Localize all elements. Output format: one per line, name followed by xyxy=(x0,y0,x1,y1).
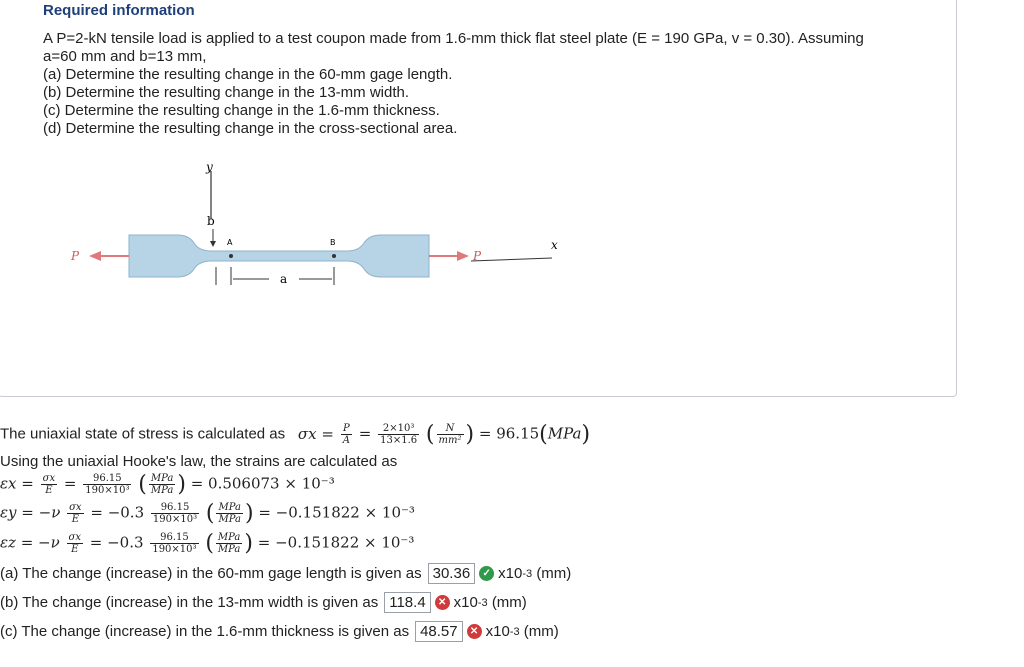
gage-label-a: A xyxy=(227,238,233,247)
problem-statement xyxy=(43,30,923,138)
answer-c-unit-prefix: x10 xyxy=(485,623,510,640)
strain-x-equation: εx = $\frac{\sigma x}{E}$ = $\frac{96.15}{\text{190×10³}}$ ( $\frac{\text{MPa}}{\text{MPa}}$ ) = 0.506073 × 10⁻³ xyxy=(0,472,335,497)
answer-row-c: (c) The change (increase) in the 1.6-mm thickness is given as 48.57 ✕ x10 -3 (mm) xyxy=(0,623,559,640)
problem-line-1: A P=2-kN tensile load is applied to a test coupon made from 1.6-mm thick flat steel plate (E = 190 GPa, v = 0.30). Assuming xyxy=(43,30,864,47)
ex-result: = 0.506073 × 10⁻³ xyxy=(190,474,335,493)
ey-result: = −0.151822 × 10⁻³ xyxy=(258,503,415,522)
ez-result: = −0.151822 × 10⁻³ xyxy=(257,533,415,552)
stress-lhs: σx = xyxy=(297,424,334,443)
answer-row-b: (b) The change (increase) in the 13-mm width is given as 118.4 ✕ x10 -3 (mm) xyxy=(0,594,527,611)
gage-label-b: B xyxy=(330,238,336,247)
b-dimension-label: b xyxy=(207,214,215,228)
left-load-label: P xyxy=(71,249,80,263)
x-axis-label: x xyxy=(551,238,558,252)
problem-part-a: (a) Determine the resulting change in the 60-mm gage length. xyxy=(43,66,453,83)
answer-row-a: (a) The change (increase) in the 60-mm gage length is given as 30.36 ✓ x10 -3 (mm) xyxy=(0,565,572,582)
problem-part-d: (d) Determine the resulting change in the cross-sectional area. xyxy=(43,120,458,137)
stress-result-unit: MPa xyxy=(547,424,582,443)
stress-result: = 96.15 xyxy=(478,424,540,443)
ex-lhs: εx = xyxy=(0,474,34,493)
ez-lhs: εz = −ν xyxy=(0,533,60,552)
answer-c-label: (c) The change (increase) in the 1.6-mm thickness is given as xyxy=(0,623,410,640)
problem-part-b: (b) Determine the resulting change in the 13-mm width. xyxy=(43,84,410,101)
ey-lhs: εy = −ν xyxy=(0,503,61,522)
answer-c-input[interactable]: 48.57 xyxy=(415,621,463,642)
answer-a-unit-prefix: x10 xyxy=(498,565,523,582)
x-circle-icon: ✕ xyxy=(435,595,450,610)
problem-line-2: a=60 mm and b=13 mm, xyxy=(43,48,207,65)
answer-a-label: (a) The change (increase) in the 60-mm gage length is given as xyxy=(0,565,422,582)
right-load-arrowhead xyxy=(457,251,469,261)
stress-intro-text: The uniaxial state of stress is calculated as xyxy=(0,425,286,443)
stress-frac-pa: $\frac{P}{A}$ xyxy=(342,423,350,446)
strain-z-equation: εz = −ν $\frac{\sigma x}{E}$ = −0.3 $\frac{96.15}{\text{190×10³}}$ ( $\frac{\text{MPa}}{\text{MPa}}$ ) = −0.151822 × 10⁻³ xyxy=(0,531,415,556)
a-dimension-label: a xyxy=(280,272,288,286)
gage-mark-a xyxy=(229,254,233,258)
stress-frac-values: $\frac{\text{2×10³}}{13\times 1.6}$ xyxy=(380,423,418,446)
specimen-body xyxy=(129,235,429,277)
required-info-title: Required information xyxy=(43,2,195,19)
x-circle-icon: ✕ xyxy=(467,624,482,639)
right-load-label: P xyxy=(473,249,482,263)
stress-unit: $\frac{N}{\text{mm²}}$ xyxy=(438,423,462,446)
problem-part-c: (c) Determine the resulting change in the 1.6-mm thickness. xyxy=(43,102,440,119)
b-arrowhead xyxy=(210,241,216,247)
test-coupon-figure xyxy=(59,157,579,307)
stress-equation: The uniaxial state of stress is calculated as σx = $\frac{P}{A}$ = $\frac{\text{2×10³}}{13\times 1.6}$ ( $\frac{N}{\text{mm²}}$ ) = 96.15(MPa) xyxy=(0,422,591,447)
hooke-intro-text: Using the uniaxial Hooke's law, the strains are calculated as xyxy=(0,453,398,470)
strain-y-equation: εy = −ν $\frac{\sigma x}{E}$ = −0.3 $\frac{96.15}{\text{190×10³}}$ ( $\frac{\text{MPa}}{\text{MPa}}$ ) = −0.151822 × 10⁻³ xyxy=(0,501,415,526)
answer-b-input[interactable]: 118.4 xyxy=(384,592,430,613)
answer-b-unit-prefix: x10 xyxy=(453,594,478,611)
check-circle-icon: ✓ xyxy=(479,566,494,581)
answer-b-label: (b) The change (increase) in the 13-mm width is given as xyxy=(0,594,379,611)
left-load-arrowhead xyxy=(89,251,101,261)
gage-mark-b xyxy=(332,254,336,258)
answer-a-input[interactable]: 30.36 xyxy=(428,563,476,584)
x-axis-line xyxy=(471,258,552,261)
y-axis-label: y xyxy=(206,160,213,174)
